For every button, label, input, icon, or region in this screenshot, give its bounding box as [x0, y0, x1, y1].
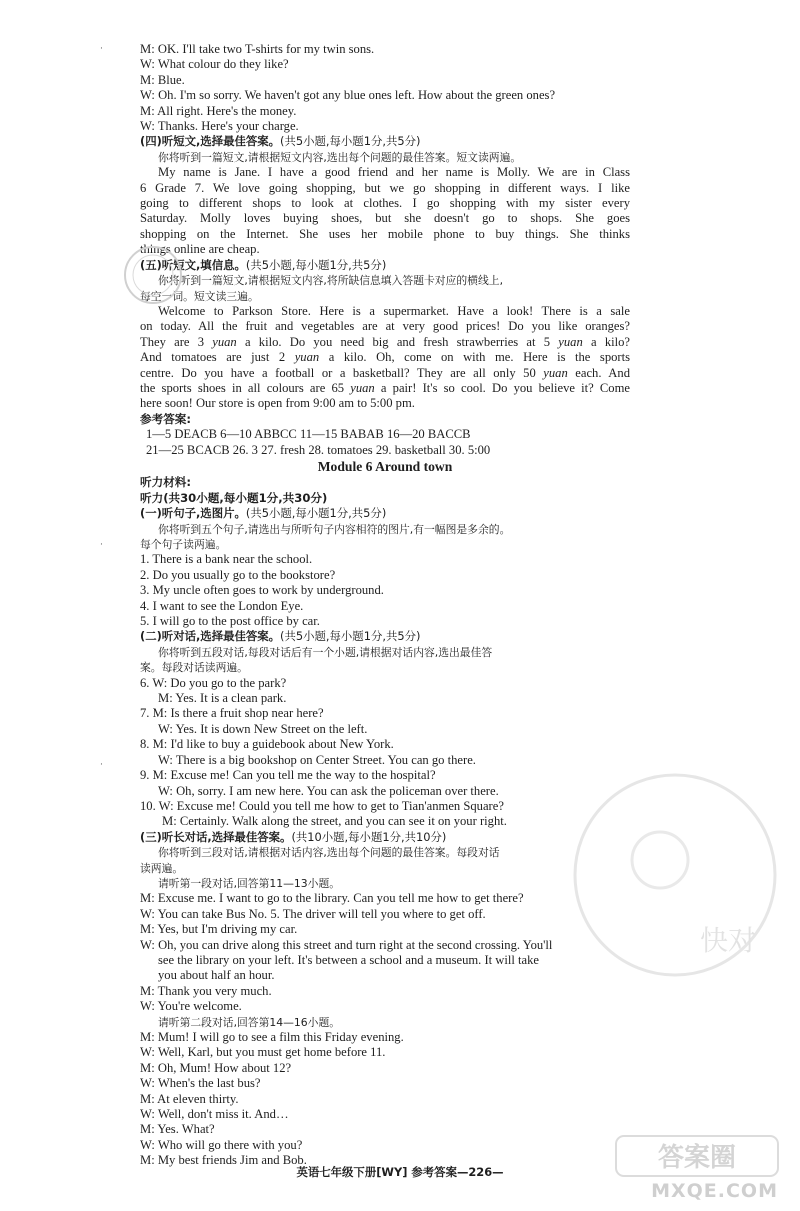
- dialogue-line: M: Excuse me. I want to go to the library. Can you tell me how to get there?: [140, 891, 524, 906]
- list-item: 3. My uncle often goes to work by underground.: [140, 583, 384, 598]
- list-item: 10. W: Excuse me! Could you tell me how to get to Tian'anmen Square?: [140, 798, 504, 813]
- instruction-text: 每个句子读两遍。: [140, 538, 227, 551]
- instruction-text: 你将听到五段对话,每段对话后有一个小题,请根据对话内容,选出最佳答: [158, 645, 493, 659]
- m6-section-2-instructions: [140, 645, 630, 676]
- list-item: 2. Do you usually go to the bookstore?: [140, 567, 336, 582]
- section-4-passage: [140, 165, 630, 257]
- instruction-text: 你将听到一篇短文,请根据短文内容,选出每个问题的最佳答案。短文读两遍。: [158, 150, 522, 164]
- section-points: (共5小题,每小题1分,共5分): [280, 629, 421, 644]
- dialogue-line: M: At eleven thirty.: [140, 1091, 239, 1106]
- dialogue-line: W: You're welcome.: [140, 999, 242, 1014]
- dialogue-line: M: All right. Here's the money.: [140, 103, 297, 118]
- listening-heading: 听力(共30小题,每小题1分,共30分): [140, 490, 328, 505]
- watermark-logo-text: 答案圈: [657, 1143, 737, 1173]
- dialogue-line: you about half an hour.: [158, 968, 275, 983]
- m6-section-1-instructions: [140, 522, 630, 553]
- section-points: (共5小题,每小题1分,共5分): [280, 134, 421, 149]
- list-item: 7. M: Is there a fruit shop near here?: [140, 706, 324, 721]
- passage-line: My name is Jane. I have a good friend and her name is Molly. We are in Class: [158, 165, 630, 180]
- section-5-instructions: [140, 273, 630, 304]
- m6-dialogue-2-heading: [140, 1015, 630, 1030]
- list-item: 4. I want to see the London Eye.: [140, 598, 304, 613]
- dialogue-line: M: My best friends Jim and Bob.: [140, 1153, 307, 1168]
- list-item: M: Certainly. Walk along the street, and you can see it on your right.: [162, 814, 507, 829]
- dialogue-line: M: Yes. What?: [140, 1122, 215, 1137]
- list-item: 8. M: I'd like to buy a guidebook about New York.: [140, 737, 394, 752]
- list-item: W: Yes. It is down New Street on the left.: [158, 721, 368, 736]
- passage-line: 6 Grade 7. We love going shopping, but we go shopping in different ways. I like: [140, 180, 630, 195]
- section-5-passage: [140, 304, 630, 412]
- dialogue-line: M: Yes, but I'm driving my car.: [140, 922, 298, 937]
- instruction-text: 案。每段对话读两遍。: [140, 661, 248, 675]
- page-content: [140, 42, 630, 1169]
- module-title: Module 6 Around town: [317, 458, 453, 474]
- dialogue-line: W: Well, Karl, but you must get home before 11.: [140, 1045, 386, 1060]
- list-item: 6. W: Do you go to the park?: [140, 675, 287, 690]
- m6-section-1-title: [140, 506, 630, 521]
- dialogue-heading: 请听第二段对话,回答第14—16小题。: [158, 1015, 341, 1029]
- dialogue-line: see the library on your left. It's between a school and a museum. It will take: [158, 952, 540, 967]
- m6-section-2-items: [140, 676, 630, 830]
- passage-line: going to different shops to look at clothes. I go shopping with my sister every: [140, 196, 630, 211]
- instruction-text: 你将听到一篇短文,请根据短文内容,将所缺信息填入答题卡对应的横线上,: [158, 274, 503, 288]
- passage-line: centre. Do you have a football or a basketball? They are all only 50 yuan each. And: [140, 365, 630, 380]
- instruction-text: 你将听到五个句子,请选出与所听句子内容相符的图片,有一幅图是多余的。: [158, 522, 511, 536]
- page-footer: 英语七年级下册[WY] 参考答案—226—: [296, 1165, 504, 1179]
- section-points: (共10小题,每小题1分,共10分): [291, 829, 447, 844]
- margin-mark: ·: [100, 760, 103, 770]
- dialogue-heading: 请听第一段对话,回答第11—13小题。: [158, 876, 341, 890]
- m6-section-3-instructions: [140, 845, 630, 891]
- section-5-title: [140, 258, 630, 273]
- dialogue-line: M: Blue.: [140, 72, 185, 87]
- list-item: 1. There is a bank near the school.: [140, 552, 313, 567]
- passage-line: And tomatoes are just 2 yuan a kilo. Oh, come on with me. Here is the sports: [140, 350, 631, 365]
- stamp-icon: [118, 240, 188, 310]
- dialogue-line: M: Mum! I will go to see a film this Friday evening.: [140, 1030, 404, 1044]
- dialogue-line: W: Oh. I'm so sorry. We haven't got any blue ones left. How about the green ones?: [140, 88, 556, 103]
- passage-line: Saturday. Molly loves buying shoes, but she doesn't go to shops. She goes: [140, 211, 630, 226]
- watermark-site: MXQE.COM: [651, 1180, 778, 1202]
- passage-line: They are 3 yuan a kilo. Do you need big and fresh strawberries at 5 yuan a kilo?: [140, 334, 630, 349]
- section-title-text: (二)听对话,选择最佳答案。: [140, 629, 281, 644]
- dialogue-line: W: What colour do they like?: [140, 57, 289, 72]
- watermark-circle: [560, 760, 790, 990]
- list-item: W: There is a big bookshop on Center Street. You can go there.: [158, 752, 476, 767]
- passage-line: on today. All the fruit and vegetables are at very good prices! Do you like oranges?: [140, 319, 630, 334]
- dialogue-line: W: You can take Bus No. 5. The driver will tell you where to get off.: [140, 906, 486, 921]
- section-title-text: (五)听短文,填信息。: [140, 257, 246, 272]
- material-heading: 听力材料:: [140, 475, 192, 490]
- dialogue-line: W: Oh, you can drive along this street and turn right at the second crossing. You'll: [140, 937, 553, 952]
- section-title-text: (一)听句子,选图片。: [140, 506, 246, 521]
- m6-dialogue-1: [140, 891, 630, 1014]
- passage-line: the sports shoes in all colours are 65 yuan a pair! It's so cool. Do you believe it? Come: [140, 380, 630, 395]
- section-title-text: (四)听短文,选择最佳答案。: [140, 134, 281, 149]
- section-4-instructions: [140, 150, 630, 165]
- m6-section-1-items: [140, 552, 630, 629]
- dialogue-line: W: Thanks. Here's your charge.: [140, 119, 299, 134]
- list-item: W: Oh, sorry. I am new here. You can ask the policeman over there.: [158, 783, 499, 798]
- list-item: M: Yes. It is a clean park.: [158, 691, 287, 706]
- dialogue-line: M: OK. I'll take two T-shirts for my twin sons.: [140, 42, 375, 56]
- dialogue-line: W: Who will go there with you?: [140, 1137, 303, 1152]
- section-points: (共5小题,每小题1分,共5分): [245, 257, 387, 272]
- section-title-text: (三)听长对话,选择最佳答案。: [140, 829, 292, 844]
- dialogue-line: W: When's the last bus?: [140, 1076, 261, 1091]
- m6-section-3-title: [140, 830, 630, 845]
- instruction-text: 每空一词。短文读三遍。: [140, 289, 259, 303]
- passage-line: shopping on the Internet. She uses her mobile phone to buy things. She thinks: [140, 226, 630, 241]
- watermark-circle-text: 快对: [700, 924, 757, 957]
- section-points: (共5小题,每小题1分,共5分): [245, 506, 387, 521]
- dialogue-line: M: Thank you very much.: [140, 983, 272, 998]
- top-dialogue: [140, 42, 630, 134]
- instruction-text: 读两遍。: [140, 861, 184, 875]
- dialogue-line: W: Well, don't miss it. And…: [140, 1107, 289, 1122]
- answers-line: 21—25 BCACB 26. 3 27. fresh 28. tomatoes 29. basketball 30. 5:00: [146, 442, 491, 457]
- dialogue-line: M: Oh, Mum! How about 12?: [140, 1060, 292, 1075]
- answers-line: 1—5 DEACB 6—10 ABBCC 11—15 BABAB 16—20 BACCB: [146, 427, 471, 442]
- section-4-title: [140, 134, 630, 149]
- margin-mark: ·: [100, 540, 103, 550]
- answers-heading: 参考答案:: [140, 411, 192, 426]
- list-item: 9. M: Excuse me! Can you tell me the way to the hospital?: [140, 768, 436, 783]
- passage-line: here soon! Our store is open from 9:00 am to 5:00 pm.: [140, 396, 415, 411]
- passage-line: Welcome to Parkson Store. Here is a supermarket. Have a look! There is a sale: [158, 303, 630, 318]
- passage-line: things online are cheap.: [140, 242, 260, 257]
- margin-mark: ·: [100, 44, 103, 54]
- instruction-text: 你将听到三段对话,请根据对话内容,选出每个问题的最佳答案。每段对话: [158, 846, 500, 860]
- list-item: 5. I will go to the post office by car.: [140, 614, 320, 629]
- m6-section-2-title: [140, 629, 630, 644]
- m6-dialogue-2: [140, 1030, 630, 1169]
